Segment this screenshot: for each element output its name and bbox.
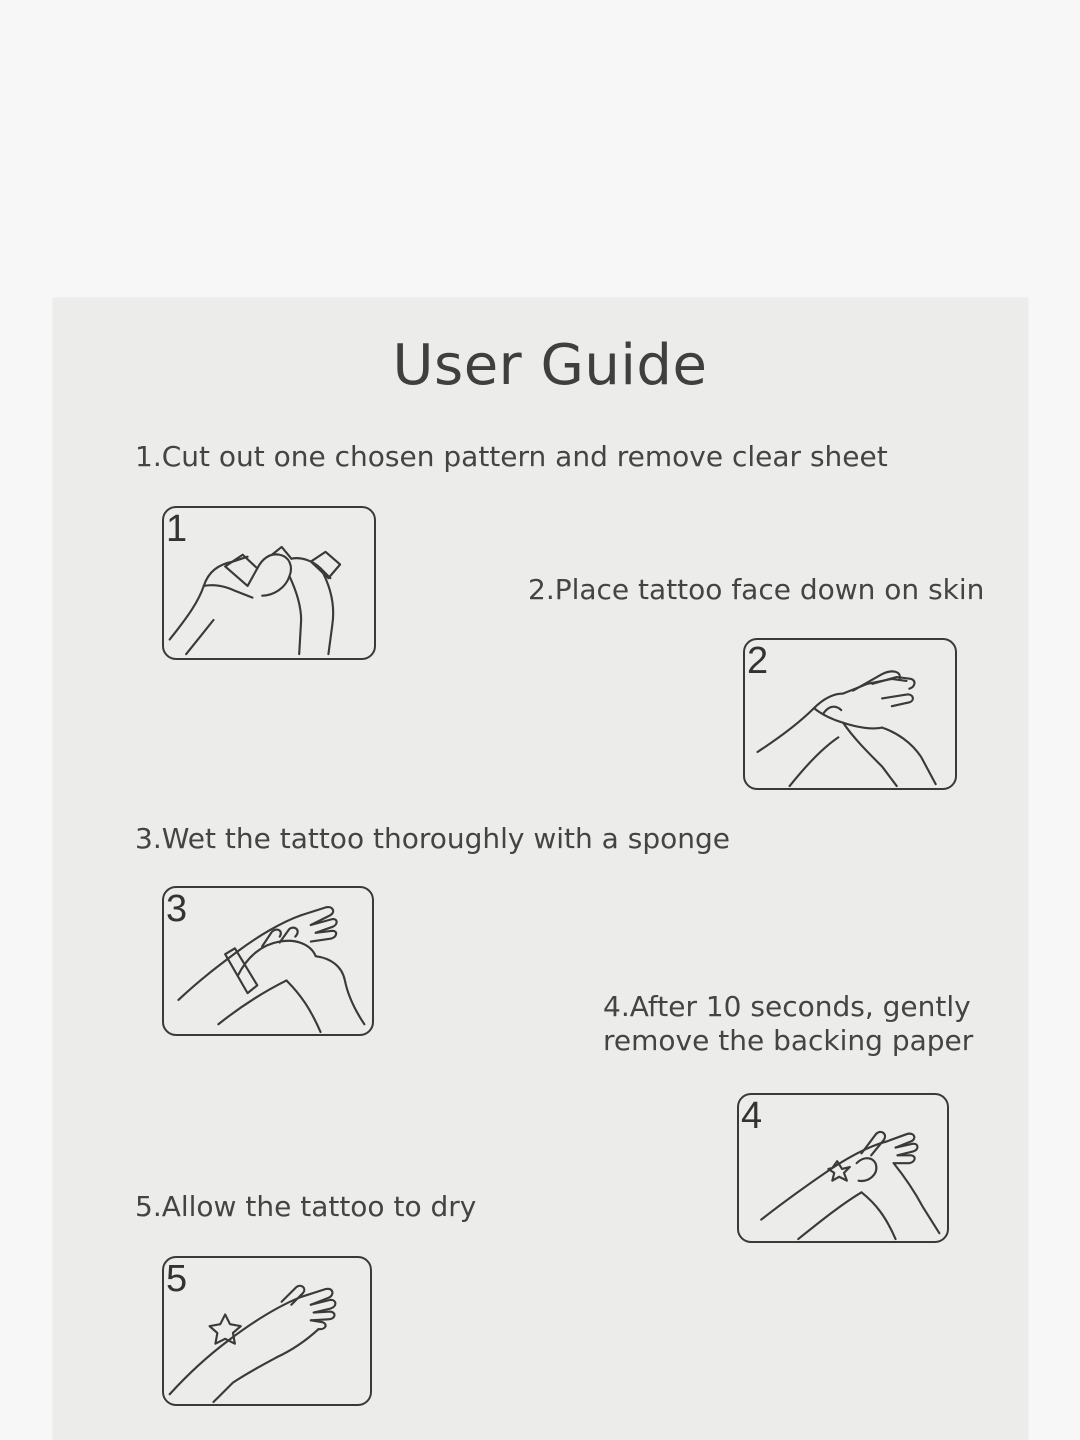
wet-sponge-hands-icon bbox=[164, 888, 372, 1034]
dry-tattoo-hand-icon bbox=[164, 1258, 370, 1404]
step-1-text: 1.Cut out one chosen pattern and remove clear sheet bbox=[135, 440, 888, 473]
step-3-number: 3 bbox=[166, 888, 188, 930]
step-1-number: 1 bbox=[166, 508, 188, 550]
place-tattoo-hands-icon bbox=[745, 640, 955, 788]
step-2-illustration bbox=[743, 638, 957, 790]
step-4-text-line-1: 4.After 10 seconds, gently bbox=[603, 990, 971, 1023]
step-4-number: 4 bbox=[741, 1095, 763, 1137]
step-1-illustration bbox=[162, 506, 376, 660]
step-3-text: 3.Wet the tattoo thoroughly with a sponge bbox=[135, 822, 730, 855]
step-3-illustration bbox=[162, 886, 374, 1036]
step-2-text: 2.Place tattoo face down on skin bbox=[528, 573, 985, 606]
step-4-text-line-2: remove the backing paper bbox=[603, 1024, 974, 1057]
page-title: User Guide bbox=[392, 333, 708, 398]
step-5-illustration bbox=[162, 1256, 372, 1406]
step-5-text: 5.Allow the tattoo to dry bbox=[135, 1190, 477, 1223]
cut-pattern-hands-icon bbox=[164, 508, 374, 658]
step-4-illustration bbox=[737, 1093, 949, 1243]
remove-backing-hands-icon bbox=[739, 1095, 947, 1241]
step-5-number: 5 bbox=[166, 1258, 188, 1300]
step-2-number: 2 bbox=[747, 640, 769, 682]
